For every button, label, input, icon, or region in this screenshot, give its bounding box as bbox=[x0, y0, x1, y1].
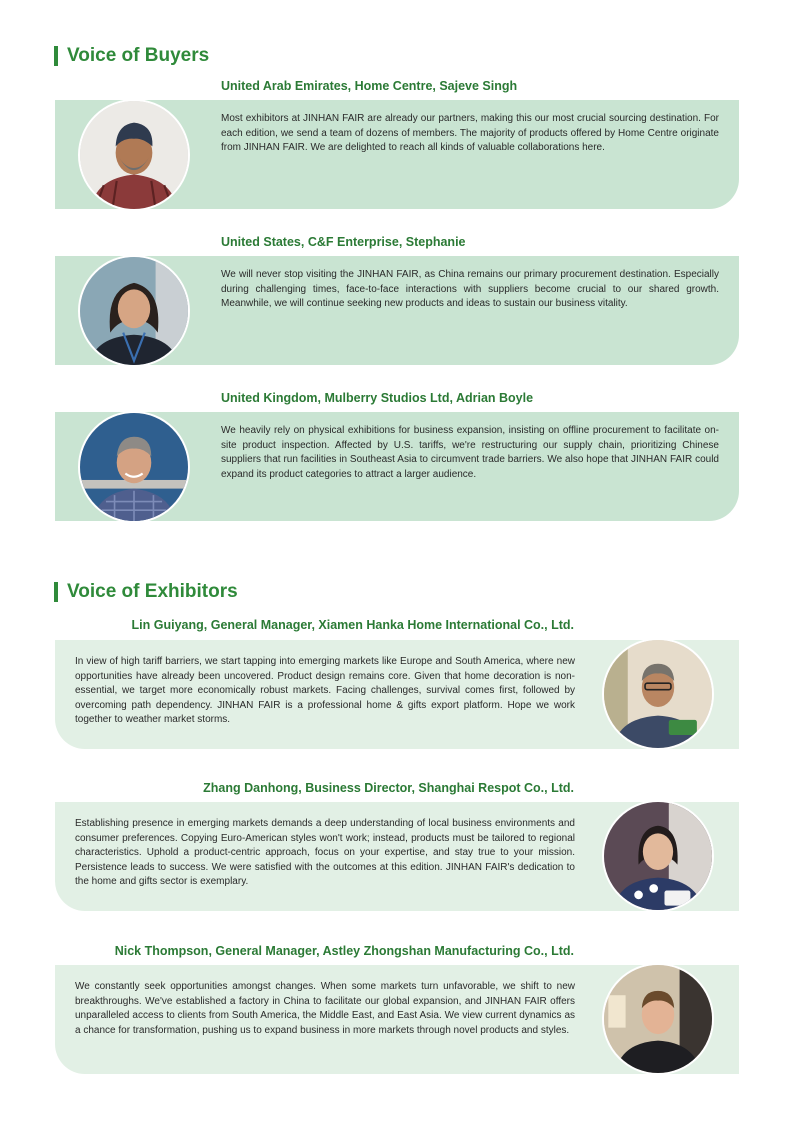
person-photo-icon bbox=[80, 101, 188, 209]
buyer-photo bbox=[78, 255, 190, 367]
person-photo-icon bbox=[80, 257, 188, 365]
buyers-section-title: Voice of Buyers bbox=[54, 46, 209, 66]
exhibitor-quote-text: We constantly seek opportunities amongst changes. When some markets turn unfavorable, we shift to new breakthroughs. We've established a factory in China to facilitate our global expansion, and JINHAN FAIR offers unparalleled access to clients from South America, the Middle East, and East Asia. We view current dynamics as a chance for transformation, pushing us to expand business in more markets through novel products and styles. bbox=[75, 981, 575, 1036]
person-photo-icon bbox=[604, 802, 712, 910]
exhibitor-quote-text: Establishing presence in emerging markets demands a deep understanding of local business environments and consumer preferences. Copying Euro-American styles won't work; instead, products must be tailored to regional characteristics. Uphold a product-centric approach, focus on your expertise, and stay true to your mission. Persistence leads to success. We were satisfied with the outcomes at this edition. JINHAN FAIR's dedication to the home and gifts sector is exemplary. bbox=[75, 818, 575, 888]
buyer-photo bbox=[78, 99, 190, 211]
exhibitor-name: Zhang Danhong, Business Director, Shanghai Respot Co., Ltd. bbox=[203, 781, 574, 795]
buyer-photo bbox=[78, 411, 190, 523]
exhibitor-quote-text: In view of high tariff barriers, we start tapping into emerging markets like Europe and South America, where new opportunities have already been uncovered. Product design remains core. Given that home decoration is non-essential, we target more economically robust markets. Facing challenges, survival comes first, followed by overcoming path dependency. JINHAN FAIR is a professional home & gifts export platform. Hope we work together to weather market storms. bbox=[75, 656, 575, 726]
person-photo-icon bbox=[604, 965, 712, 1073]
person-photo-icon bbox=[604, 640, 712, 748]
buyer-quote-text: We heavily rely on physical exhibitions for business expansion, insisting on offline procurement to facilitate on-site product inspection. Affected by U.S. tariffs, we're restructuring our supply chain, prioritizing Chinese suppliers that run facilities in Southeast Asia to circumvent trade barriers. We also hope that JINHAN FAIR could expand its product categories to attract a larger audience. bbox=[221, 425, 719, 480]
exhibitor-photo bbox=[602, 638, 714, 750]
buyer-name: United Arab Emirates, Home Centre, Sajeve Singh bbox=[221, 79, 518, 93]
buyer-name: United States, C&F Enterprise, Stephanie bbox=[221, 235, 466, 249]
exhibitors-section-title: Voice of Exhibitors bbox=[54, 582, 238, 602]
buyer-name: United Kingdom, Mulberry Studios Ltd, Adrian Boyle bbox=[221, 391, 534, 405]
buyer-quote-text: We will never stop visiting the JINHAN FAIR, as China remains our primary procurement destination. Especially during challenging times, face-to-face interactions with suppliers become crucial to our shared growth. Meanwhile, we will continue seeking new products and ideas to sustain our business vitality. bbox=[221, 269, 719, 310]
person-photo-icon bbox=[80, 413, 188, 521]
exhibitor-photo bbox=[602, 963, 714, 1075]
buyer-quote-text: Most exhibitors at JINHAN FAIR are already our partners, making this our most crucial sourcing destination. For each edition, we send a team of dozens of members. The majority of products offered by Home Centre originate from JINHAN FAIR. We are delighted to reach all kinds of valuable collaborations here. bbox=[221, 113, 719, 154]
exhibitor-photo bbox=[602, 800, 714, 912]
exhibitor-name: Nick Thompson, General Manager, Astley Zhongshan Manufacturing Co., Ltd. bbox=[114, 944, 574, 958]
exhibitor-name: Lin Guiyang, General Manager, Xiamen Hanka Home International Co., Ltd. bbox=[131, 618, 574, 632]
